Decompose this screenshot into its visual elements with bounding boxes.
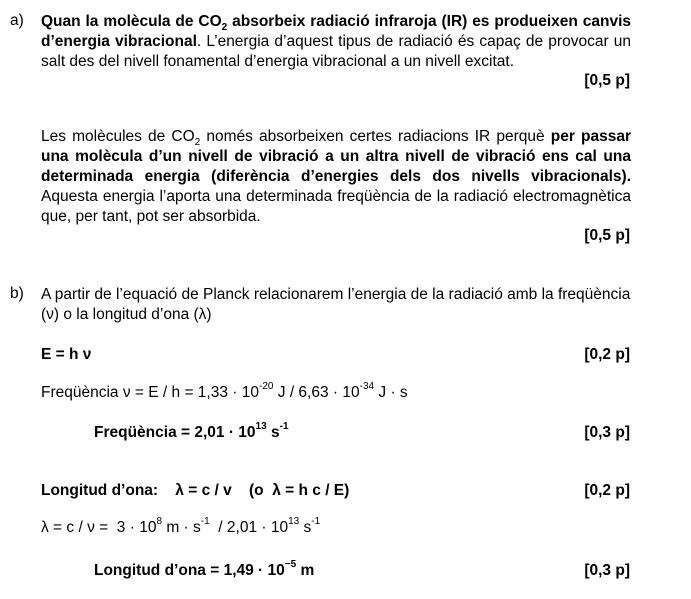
planck-equation: E = h ν xyxy=(41,346,92,363)
freq-calc-exp-1: -20 xyxy=(259,380,274,392)
points-b-4: [0,3 p] xyxy=(584,562,630,579)
freq-result-unit-exp: -1 xyxy=(279,420,289,432)
points-b-1: [0,2 p] xyxy=(584,346,630,363)
lambda-calc-part-d: s xyxy=(299,519,312,536)
frequency-calculation xyxy=(41,380,408,402)
points-a-2: [0,5 p] xyxy=(584,227,630,244)
freq-result-exp: 13 xyxy=(255,420,267,432)
freq-calc-part-a: Freqüència ν = E / h = 1,33 · 10 xyxy=(41,384,259,401)
part-a-paragraph-1 xyxy=(41,12,631,72)
freq-result-unit: s xyxy=(266,424,280,441)
freq-result-part-a: Freqüència = 2,01 · 10 xyxy=(94,424,256,441)
part-a-p2-plain-2: només absorbeixen certes radiacions IR perquè xyxy=(200,128,551,145)
points-a-1: [0,5 p] xyxy=(584,72,630,89)
points-b-2: [0,3 p] xyxy=(584,424,630,441)
frequency-result xyxy=(94,420,289,442)
lambda-calc-part-b: m · s xyxy=(162,519,201,536)
lambda-result-unit: m xyxy=(296,562,315,579)
freq-calc-exp-2: -34 xyxy=(359,380,375,392)
part-a-plain-1: . L’energia d’aquest tipus de radiació és capaç de provocar un salt des del nivell fonamental d’energia vibracional a un nivell excitat. xyxy=(41,33,631,70)
lambda-calc-exp-3: 13 xyxy=(288,515,300,527)
lambda-calc-part-a: λ = c / ν = 3 · 10 xyxy=(41,519,157,536)
part-a-paragraph-2 xyxy=(41,127,631,227)
wavelength-calculation xyxy=(41,515,321,537)
part-b-label: b) xyxy=(10,285,24,302)
part-a-p2-plain-3: Aquesta energia l’aporta una determinada freqüència de la radiació electromagnètica que, per tant, pot ser absorbida. xyxy=(41,188,631,225)
lambda-calc-exp-4: -1 xyxy=(311,515,321,527)
part-a-label: a) xyxy=(10,12,24,29)
part-a-p2-plain-1: Les molècules de CO xyxy=(41,128,195,145)
part-a-bold-2: absorbeix radiació infraroja (IR) es produeixen canvis d’energia vibracional xyxy=(41,13,632,50)
lambda-result-exp: −5 xyxy=(284,558,297,570)
lambda-calc-exp-1: 8 xyxy=(156,515,163,527)
wavelength-equation: Longitud d’ona: λ = c / v (o λ = h c / E) xyxy=(41,482,350,499)
co2-subscript-2: 2 xyxy=(194,137,201,149)
co2-subscript-1: 2 xyxy=(221,22,228,34)
freq-calc-part-b: J / 6,63 · 10 xyxy=(273,384,360,401)
part-b-intro: A partir de l’equació de Planck relacionarem l’energia de la radiació amb la freqüència (ν) o la longitud d’ona (λ) xyxy=(41,286,631,323)
freq-calc-part-c: J · s xyxy=(374,384,408,401)
part-a-p2-bold: per passar una molècula d’un nivell de vibració a un altra nivell de vibració ens cal una determinada energia (diferència d’energies dels dos nivells vibracionals). xyxy=(41,128,631,185)
wavelength-result xyxy=(94,558,315,580)
part-a-bold-1: Quan la molècula de CO xyxy=(41,13,222,30)
points-b-3: [0,2 p] xyxy=(584,482,630,499)
lambda-calc-part-c: / 2,01 · 10 xyxy=(209,519,289,536)
lambda-result-part-a: Longitud d’ona = 1,49 · 10 xyxy=(94,562,285,579)
lambda-calc-exp-2: -1 xyxy=(200,515,210,527)
